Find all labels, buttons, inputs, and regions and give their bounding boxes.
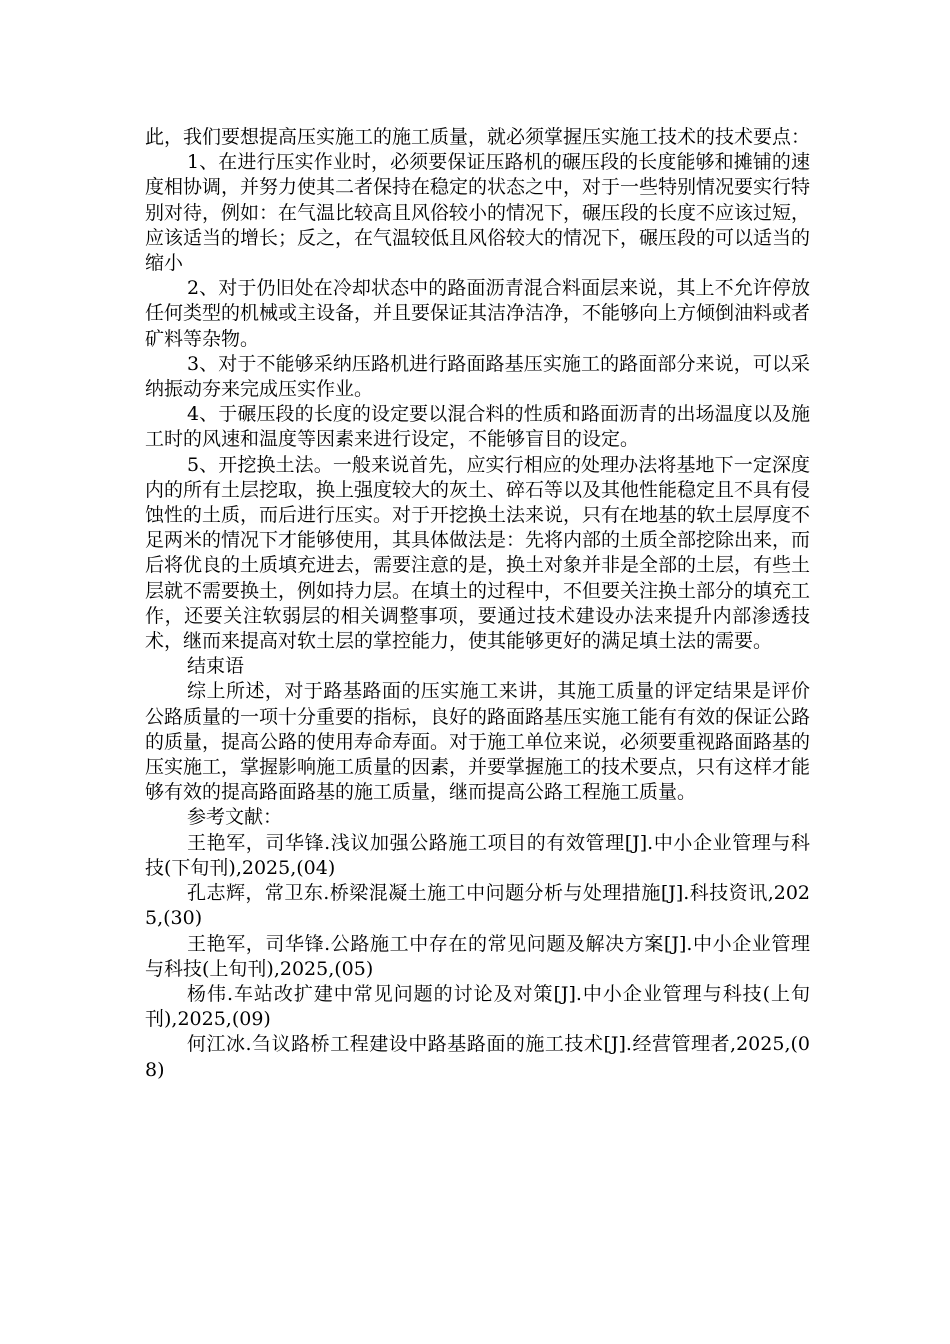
paragraph-point-5: 5、开挖换土法。一般来说首先，应实行相应的处理办法将基地下一定深度内的所有土层挖取，换上强度较大的灰土、碎石等以及其他性能稳定且不具有侵蚀性的土质，而后进行压实。对于开挖换土法来说，只有在地基的软土层厚度不足两米的情况下才能够使用，其具体做法是：先将内部的土质全部挖除出来，而后将优良的土质填充进去，需要注意的是，换土对象并非是全部的土层，有些土层就不需要换土，例如持力层。在填土的过程中，不但要关注换土部分的填充工作，还要关注软弱层的相关调整事项，要通过技术建设办法来提升内部渗透技术，继而来提高对软土层的掌控能力，使其能够更好的满足填土法的需要。	[145, 453, 811, 653]
reference-item-4: 杨伟.车站改扩建中常见问题的讨论及对策[J].中小企业管理与科技(上旬刊),2025,(09)	[145, 982, 810, 1031]
conclusion-heading: 结束语	[187, 655, 245, 678]
paragraph-point-3: 3、对于不能够采纳压路机进行路面路基压实施工的路面部分来说，可以采纳振动夯来完成压实作业。	[145, 352, 810, 401]
references-heading: 参考文献：	[187, 806, 283, 829]
reference-item-3: 王艳军，司华锋.公路施工中存在的常见问题及解决方案[J].中小企业管理与科技(上旬刊),2025,(05)	[145, 932, 810, 980]
reference-item-2: 孔志辉，常卫东.桥梁混凝土施工中问题分析与处理措施[J].科技资讯,2025,(30)	[145, 882, 810, 930]
paragraph-conclusion: 综上所述，对于路基路面的压实施工来讲，其施工质量的评定结果是评价公路质量的一项十分重要的指标，良好的路面路基压实施工能有有效的保证公路的质量，提高公路的使用寿命寿面。对于施工单位来说，必须要重视路面路基的压实施工，掌握影响施工质量的因素，并要掌握施工的技术要点，只有这样才能够有效的提高路面路基的施工质量，继而提高公路工程施工质量。	[145, 680, 811, 804]
document-body	[145, 125, 810, 1083]
paragraph-point-2: 2、对于仍旧处在冷却状态中的路面沥青混合料面层来说，其上不允许停放任何类型的机械或主设备，并且要保证其洁净洁净，不能够向上方倾倒油料或者矿料等杂物。	[145, 277, 811, 350]
reference-item-5: 何江冰.刍议路桥工程建设中路基路面的施工技术[J].经营管理者,2025,(08)	[145, 1033, 810, 1081]
paragraph-point-4: 4、于碾压段的长度的设定要以混合料的性质和路面沥青的出场温度以及施工时的风速和温度等因素来进行设定，不能够盲目的设定。	[145, 403, 810, 451]
reference-item-1: 王艳军，司华锋.浅议加强公路施工项目的有效管理[J].中小企业管理与科技(下旬刊),2025,(04)	[145, 831, 810, 879]
paragraph-intro-continuation: 此，我们要想提高压实施工的施工质量，就必须掌握压实施工技术的技术要点：	[145, 126, 811, 148]
paragraph-point-1: 1、在进行压实作业时，必须要保证压路机的碾压段的长度能够和摊铺的速度相协调，并努力使其二者保持在稳定的状态之中，对于一些特别情况要实行特别对待，例如：在气温比较高且风俗较小的情况下，碾压段的长度不应该过短，应该适当的增长；反之，在气温较低且风俗较大的情况下，碾压段的可以适当的缩小	[145, 151, 811, 275]
